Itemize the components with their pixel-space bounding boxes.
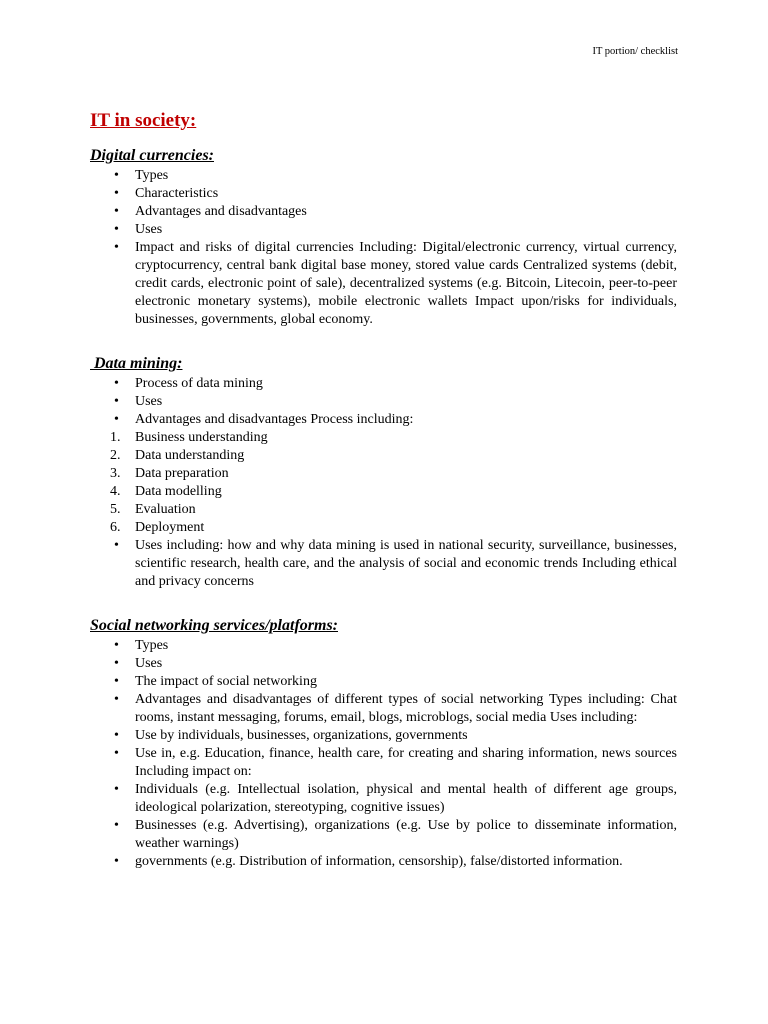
header-note: IT portion/ checklist [592, 46, 678, 57]
numbered-item: 1. Business understanding [90, 429, 677, 447]
list-item: • governments (e.g. Distribution of information, censorship), false/distorted information. [90, 853, 677, 871]
numbered-item: 4. Data modelling [90, 483, 677, 501]
bullet-list [90, 167, 677, 329]
numbered-item: 5. Evaluation [90, 501, 677, 519]
list-item: • Uses including: how and why data mining is used in national security, surveillance, businesses, scientific research, health care, and the analysis of social and economic trends Including ethical and privacy concerns [90, 537, 677, 591]
list-item: • Advantages and disadvantages of different types of social networking Types including: Chat rooms, instant messaging, forums, email, blogs, microblogs, social media Uses including: [90, 691, 677, 727]
list-item: • Impact and risks of digital currencies Including: Digital/electronic currency, virtual currency, cryptocurrency, central bank digital base money, stored value cards Centralized systems (debit, credit cards, electronic point of sale), decentralized systems (e.g. Bitcoin, Litecoin, peer-to-peer electronic monetary systems), mobile electronic wallets Impact upon/risks for individuals, businesses, governments, global economy. [90, 239, 677, 329]
section-data-mining [90, 355, 677, 591]
bullet-list [90, 375, 677, 591]
list-item: • Process of data mining [90, 375, 677, 393]
list-item: • Individuals (e.g. Intellectual isolation, physical and mental health of different age groups, ideological polarization, stereotyping, cognitive issues) [90, 781, 677, 817]
list-item: • Use by individuals, businesses, organizations, governments [90, 727, 677, 745]
list-item: • Use in, e.g. Education, finance, health care, for creating and sharing information, news sources Including impact on: [90, 745, 677, 781]
list-item: • Advantages and disadvantages [90, 203, 677, 221]
list-item: • The impact of social networking [90, 673, 677, 691]
section-heading: Data mining: [94, 355, 183, 372]
section-heading: Social networking services/platforms: [90, 617, 338, 634]
section-social-networking [90, 617, 677, 871]
bullet-list [90, 637, 677, 871]
numbered-item: 6. Deployment [90, 519, 677, 537]
list-item: • Uses [90, 393, 677, 411]
numbered-item: 3. Data preparation [90, 465, 677, 483]
list-item: • Types [90, 637, 677, 655]
numbered-item: 2. Data understanding [90, 447, 677, 465]
list-item: • Advantages and disadvantages Process including: [90, 411, 677, 429]
section-heading: Digital currencies: [90, 147, 214, 164]
page-title: IT in society: [90, 110, 197, 131]
list-item: • Types [90, 167, 677, 185]
list-item: • Uses [90, 221, 677, 239]
list-item: • Businesses (e.g. Advertising), organizations (e.g. Use by police to disseminate information, weather warnings) [90, 817, 677, 853]
list-item: • Uses [90, 655, 677, 673]
section-digital-currencies [90, 147, 677, 329]
list-item: • Characteristics [90, 185, 677, 203]
